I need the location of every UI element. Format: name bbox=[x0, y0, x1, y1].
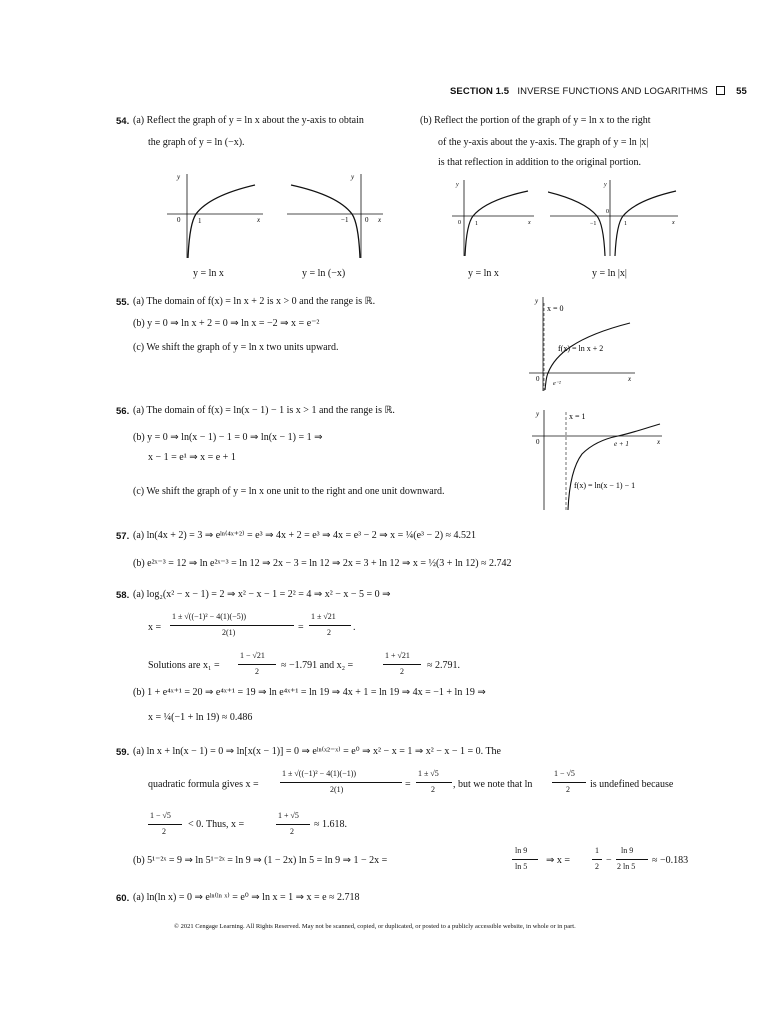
p56-asymptote-label: x = 1 bbox=[569, 412, 586, 421]
p59-b-den2: 2 bbox=[595, 862, 599, 871]
p56-zero-label: e + 1 bbox=[614, 440, 629, 448]
p58-a3-num2: 1 + √21 bbox=[385, 651, 410, 660]
p59-b-minus: − bbox=[606, 855, 612, 866]
fraction-bar bbox=[170, 625, 294, 626]
p58-a3-den2: 2 bbox=[400, 667, 404, 676]
running-header bbox=[450, 86, 747, 97]
svg-text:y: y bbox=[351, 173, 355, 181]
fraction-bar bbox=[616, 859, 648, 860]
p58-a2-lhs: x = bbox=[148, 622, 162, 633]
fraction-bar bbox=[276, 824, 310, 825]
graph-ln-neg-x bbox=[283, 170, 388, 260]
p59-a2-eq: = bbox=[405, 779, 411, 790]
problem-number-55: 55. bbox=[116, 297, 130, 308]
svg-text:x: x bbox=[257, 216, 261, 224]
p59-a2-end: is undefined because bbox=[590, 779, 674, 790]
p59-a2-mid: , but we note that ln bbox=[453, 779, 533, 790]
p58-a3-end: ≈ 2.791. bbox=[427, 660, 460, 671]
p58-a1: (a) log₂(x² − x − 1) = 2 ⇒ x² − x − 1 = 2² = 4 ⇒ x² − x − 5 = 0 ⇒ bbox=[133, 589, 391, 600]
p59-b-pre: (b) 5¹⁻²ˣ = 9 ⇒ ln 5¹⁻²ˣ = ln 9 ⇒ (1 − 2x) ln 5 = ln 9 ⇒ 1 − 2x = bbox=[133, 855, 388, 866]
svg-text:−1: −1 bbox=[590, 221, 597, 227]
p59-a3-den2: 2 bbox=[290, 827, 294, 836]
p58-a3-den1: 2 bbox=[255, 667, 259, 676]
p59-b-den1: ln 5 bbox=[515, 862, 528, 871]
copyright-footer: © 2021 Cengage Learning. All Rights Reserved. May not be scanned, copied, or duplicated, or posted to a publicly accessible website, in whole or in part. bbox=[174, 923, 576, 930]
svg-text:y: y bbox=[535, 297, 539, 305]
p59-a2-num2: 1 ± √5 bbox=[418, 769, 439, 778]
p55-function-label: f(x) = ln x + 2 bbox=[558, 344, 604, 353]
svg-text:0: 0 bbox=[177, 216, 181, 224]
caption-graph-4: y = ln |x| bbox=[592, 268, 627, 279]
svg-text:x: x bbox=[378, 216, 382, 224]
p58-a3-pre: Solutions are x₁ = bbox=[148, 660, 220, 671]
svg-text:y: y bbox=[536, 410, 540, 418]
svg-text:1: 1 bbox=[475, 221, 478, 227]
p58-a2-eq: = bbox=[298, 622, 304, 633]
svg-text:y: y bbox=[456, 182, 459, 188]
svg-text:x: x bbox=[528, 220, 531, 226]
graph-p55 bbox=[525, 293, 640, 393]
svg-text:0: 0 bbox=[536, 375, 540, 383]
p58-a2-den2: 2 bbox=[327, 628, 331, 637]
problem-number-54: 54. bbox=[116, 116, 130, 127]
p58-b1: (b) 1 + e⁴ˣ⁺¹ = 20 ⇒ e⁴ˣ⁺¹ = 19 ⇒ ln e⁴ˣ⁺¹ = ln 19 ⇒ 4x + 1 = ln 19 ⇒ 4x = −1 + ln 19 ⇒ bbox=[133, 687, 486, 698]
p59-a2-num3: 1 − √5 bbox=[554, 769, 575, 778]
p54-a-line2: the graph of y = ln (−x). bbox=[148, 137, 245, 148]
p55-a: (a) The domain of f(x) = ln x + 2 is x > 0 and the range is ℝ. bbox=[133, 296, 376, 307]
problem-number-56: 56. bbox=[116, 406, 130, 417]
svg-text:x: x bbox=[628, 375, 632, 383]
p59-b-den3: 2 ln 5 bbox=[617, 862, 636, 871]
fraction-bar bbox=[280, 782, 402, 783]
svg-text:0: 0 bbox=[606, 209, 609, 215]
svg-text:x: x bbox=[657, 438, 661, 446]
p59-a2-den3: 2 bbox=[566, 785, 570, 794]
p56-b2: x − 1 = e¹ ⇒ x = e + 1 bbox=[148, 452, 236, 463]
p58-a2-num1: 1 ± √((−1)² − 4(1)(−5)) bbox=[172, 612, 247, 621]
graph-ln-x-small bbox=[450, 178, 540, 258]
p57-a: (a) ln(4x + 2) = 3 ⇒ eˡⁿ⁽⁴ˣ⁺²⁾ = e³ ⇒ 4x + 2 = e³ ⇒ 4x = e³ − 2 ⇒ x = ¼(e³ − 2) ≈ 4.521 bbox=[133, 530, 477, 541]
p59-a3-end: ≈ 1.618. bbox=[314, 819, 347, 830]
graph-ln-x bbox=[163, 170, 268, 260]
p59-a2-pre: quadratic formula gives x = bbox=[148, 779, 259, 790]
p60-a: (a) ln(ln x) = 0 ⇒ eˡⁿ⁽ˡⁿ ˣ⁾ = e⁰ ⇒ ln x = 1 ⇒ x = e ≈ 2.718 bbox=[133, 892, 360, 903]
p55-zero-label: e⁻² bbox=[553, 381, 561, 387]
p59-b-mid: ⇒ x = bbox=[546, 855, 571, 866]
problem-number-59: 59. bbox=[116, 747, 130, 758]
fraction-bar bbox=[416, 782, 452, 783]
fraction-bar bbox=[148, 824, 182, 825]
p56-a: (a) The domain of f(x) = ln(x − 1) − 1 is x > 1 and the range is ℝ. bbox=[133, 405, 395, 416]
svg-text:0: 0 bbox=[458, 220, 461, 226]
svg-text:y: y bbox=[604, 182, 607, 188]
problem-number-58: 58. bbox=[116, 590, 130, 601]
svg-text:0: 0 bbox=[536, 438, 540, 446]
fraction-bar bbox=[238, 664, 276, 665]
fraction-bar bbox=[592, 859, 602, 860]
caption-graph-2: y = ln (−x) bbox=[302, 268, 346, 279]
p58-a2-den1: 2(1) bbox=[222, 628, 236, 637]
p59-b-num2: 1 bbox=[595, 846, 599, 855]
graph-p56 bbox=[528, 406, 668, 511]
p56-b1: (b) y = 0 ⇒ ln(x − 1) − 1 = 0 ⇒ ln(x − 1) = 1 ⇒ bbox=[133, 432, 323, 443]
svg-text:1: 1 bbox=[624, 221, 627, 227]
svg-text:x: x bbox=[672, 220, 675, 226]
p59-a3-mid: < 0. Thus, x = bbox=[188, 819, 245, 830]
p55-asymptote-label: x = 0 bbox=[547, 304, 564, 313]
problem-number-57: 57. bbox=[116, 531, 130, 542]
caption-graph-1: y = ln x bbox=[193, 268, 224, 279]
caption-graph-3: y = ln x bbox=[468, 268, 499, 279]
p59-a3-num1: 1 − √5 bbox=[150, 811, 171, 820]
p59-a3-den1: 2 bbox=[162, 827, 166, 836]
p54-b-line3: is that reflection in addition to the original portion. bbox=[438, 157, 642, 168]
svg-text:−1: −1 bbox=[341, 216, 349, 224]
fraction-bar bbox=[552, 782, 586, 783]
p59-b-num1: ln 9 bbox=[515, 846, 528, 855]
fraction-bar bbox=[309, 625, 351, 626]
p58-b2: x = ¼(−1 + ln 19) ≈ 0.486 bbox=[148, 712, 253, 723]
p54-b-line1: (b) Reflect the portion of the graph of y = ln x to the right bbox=[420, 115, 651, 126]
p59-b-end: ≈ −0.183 bbox=[652, 855, 689, 866]
p54-a-line1: (a) Reflect the graph of y = ln x about the y-axis to obtain bbox=[133, 115, 364, 126]
p59-a1: (a) ln x + ln(x − 1) = 0 ⇒ ln[x(x − 1)] = 0 ⇒ eˡⁿ⁽ˣ²⁻ˣ⁾ = e⁰ ⇒ x² − x = 1 ⇒ x² − x − 1 = 0. The bbox=[133, 746, 501, 757]
svg-text:0: 0 bbox=[365, 216, 369, 224]
square-icon bbox=[716, 86, 725, 95]
section-title: INVERSE FUNCTIONS AND LOGARITHMS bbox=[517, 86, 708, 97]
svg-text:1: 1 bbox=[198, 217, 202, 225]
p56-c: (c) We shift the graph of y = ln x one unit to the right and one unit downward. bbox=[133, 486, 445, 497]
svg-text:y: y bbox=[177, 173, 181, 181]
p59-a2-num1: 1 ± √((−1)² − 4(1)(−1)) bbox=[282, 769, 357, 778]
p58-a3-num1: 1 − √21 bbox=[240, 651, 265, 660]
p55-b: (b) y = 0 ⇒ ln x + 2 = 0 ⇒ ln x = −2 ⇒ x = e⁻² bbox=[133, 318, 320, 329]
p59-a2-den1: 2(1) bbox=[330, 785, 344, 794]
p59-a2-den2: 2 bbox=[431, 785, 435, 794]
p58-a2-num2: 1 ± √21 bbox=[311, 612, 336, 621]
p55-c: (c) We shift the graph of y = ln x two units upward. bbox=[133, 342, 339, 353]
graph-ln-abs-x bbox=[548, 178, 683, 258]
p58-a2-end: . bbox=[353, 622, 356, 633]
p56-function-label: f(x) = ln(x − 1) − 1 bbox=[574, 481, 636, 490]
section-label: SECTION 1.5 bbox=[450, 86, 510, 97]
fraction-bar bbox=[512, 859, 538, 860]
p59-b-num3: ln 9 bbox=[621, 846, 634, 855]
p54-b-line2: of the y-axis about the y-axis. The graph of y = ln |x| bbox=[438, 137, 649, 148]
p57-b: (b) e²ˣ⁻³ = 12 ⇒ ln e²ˣ⁻³ = ln 12 ⇒ 2x − 3 = ln 12 ⇒ 2x = 3 + ln 12 ⇒ x = ½(3 + ln 12) ≈ 2.742 bbox=[133, 558, 512, 569]
fraction-bar bbox=[383, 664, 421, 665]
problem-number-60: 60. bbox=[116, 893, 130, 904]
page-number: 55 bbox=[736, 86, 747, 97]
p59-a3-num2: 1 + √5 bbox=[278, 811, 299, 820]
p58-a3-mid: ≈ −1.791 and x₂ = bbox=[281, 660, 354, 671]
